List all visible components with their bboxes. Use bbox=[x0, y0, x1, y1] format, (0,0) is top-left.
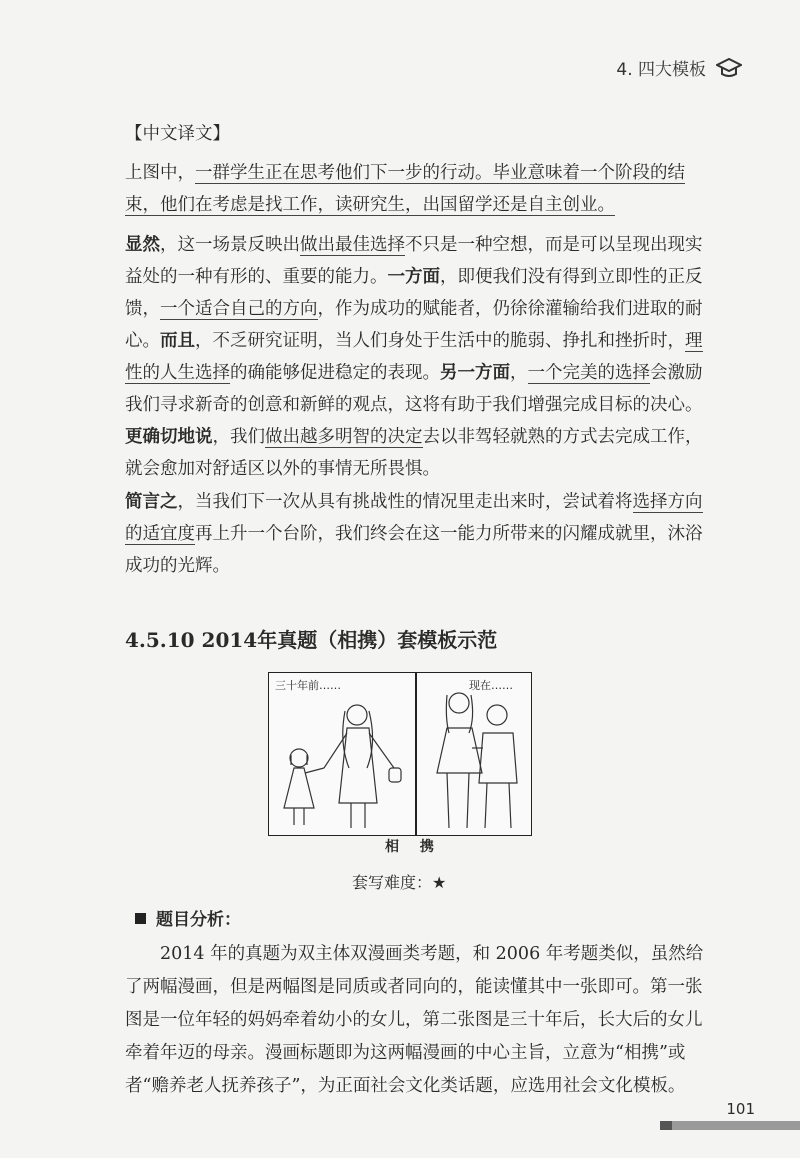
analysis-heading bbox=[135, 905, 241, 930]
p2-text: 会激励我们寻求新奇的创意和新鲜的观点，这将有助于我们增强完成目标的决心。 bbox=[125, 363, 703, 415]
p2-text: ，这一场景反映出 bbox=[160, 235, 300, 255]
difficulty-rating: 套写难度：★ bbox=[352, 873, 447, 892]
p2-underlined: 一个完美的选择 bbox=[527, 363, 650, 383]
p2-bold-4: 另一方面 bbox=[440, 363, 510, 383]
p3-bold: 简言之 bbox=[125, 492, 178, 512]
cartoon-figure bbox=[268, 672, 532, 836]
p2-text: 去以非驾轻就熟的方式去完成工作，就会愈加对舒适区以外的事情无所畏惧。 bbox=[125, 427, 703, 479]
left-caption: 三十年前…… bbox=[275, 679, 341, 692]
right-caption: 现在…… bbox=[469, 679, 513, 692]
graduation-cap-icon bbox=[716, 57, 742, 79]
p3-underlined: 选择方向的适宜度 bbox=[125, 492, 703, 544]
section-title: 4.5.10 2014年真题（相携）套模板示范 bbox=[125, 628, 498, 652]
p2-bold-1: 显然 bbox=[125, 235, 160, 255]
p2-text: 的确能够促进稳定的表现。 bbox=[230, 363, 440, 383]
p1-text: 上图中， bbox=[125, 163, 195, 183]
p2-text: ，作为成功的赋能者，仍徐徐灌输给我们进取的耐心。 bbox=[125, 299, 703, 351]
translation-heading: 【中文译文】 bbox=[125, 124, 230, 144]
footer-bar-accent bbox=[660, 1121, 672, 1130]
p2-text: ，我们 bbox=[212, 427, 265, 447]
p2-underlined: 理性的人生选择 bbox=[125, 331, 703, 383]
figure-title: 相 携 bbox=[385, 839, 442, 855]
p2-text: ， bbox=[510, 363, 528, 383]
footer-bar bbox=[660, 1121, 800, 1130]
p3-text: ，当我们下一次从具有挑战性的情况里走出来时，尝试着将 bbox=[177, 492, 633, 512]
p2-bold-3: 而且 bbox=[160, 331, 195, 351]
square-bullet-icon bbox=[135, 913, 146, 924]
p2-underlined: 做出越多明智的决定 bbox=[265, 427, 423, 447]
analysis-heading-text: 题目分析： bbox=[156, 910, 241, 930]
analysis-paragraph: 2014 年的真题为双主体双漫画类考题，和 2006 年考题类似，虽然给了两幅漫画，但是两幅图是同质或者同向的，能读懂其中一张即可。第一张图是一位年轻的妈妈牵着幼小的女儿，第二张图是三十年后，长大后的女儿牵着年迈的母亲。漫画标题即为这两幅漫画的中心主旨，立意为“相携”或者“赡养老人抚养孩子”，为正面社会文化类话题，应选用社会文化模板。 bbox=[125, 944, 704, 1096]
page-number: 101 bbox=[726, 1100, 755, 1118]
mother-daughter-illustration bbox=[269, 673, 415, 835]
p2-underlined: 一个适合自己的方向 bbox=[160, 299, 318, 319]
p3-text: 再上升一个台阶，我们终会在这一能力所带来的闪耀成就里，沐浴成功的光辉。 bbox=[125, 524, 703, 576]
grown-daughter-elderly-mother-illustration bbox=[417, 673, 531, 835]
p2-underlined: 做出最佳选择 bbox=[300, 235, 405, 255]
chapter-header bbox=[616, 55, 742, 80]
p2-text: ，不乏研究证明，当人们身处于生活中的脆弱、挣扎和挫折时， bbox=[195, 331, 685, 351]
p2-bold-2: 一方面 bbox=[387, 267, 440, 287]
p2-bold-5: 更确切地说 bbox=[125, 427, 213, 447]
p1-underlined: 一群学生正在思考他们下一步的行动。毕业意味着一个阶段的结束，他们在考虑是找工作，读研究生，出国留学还是自主创业。 bbox=[125, 163, 685, 215]
paragraph-3 bbox=[125, 486, 710, 582]
p2-text: ，即便我们没有得到立即性的正反馈， bbox=[125, 267, 703, 319]
chapter-title: 4. 四大模板 bbox=[616, 60, 706, 80]
paragraph-2 bbox=[125, 229, 710, 485]
p2-text: 不只是一种空想，而是可以呈现出现实益处的一种有形的、重要的能力。 bbox=[125, 235, 703, 287]
paragraph-1 bbox=[125, 157, 710, 221]
